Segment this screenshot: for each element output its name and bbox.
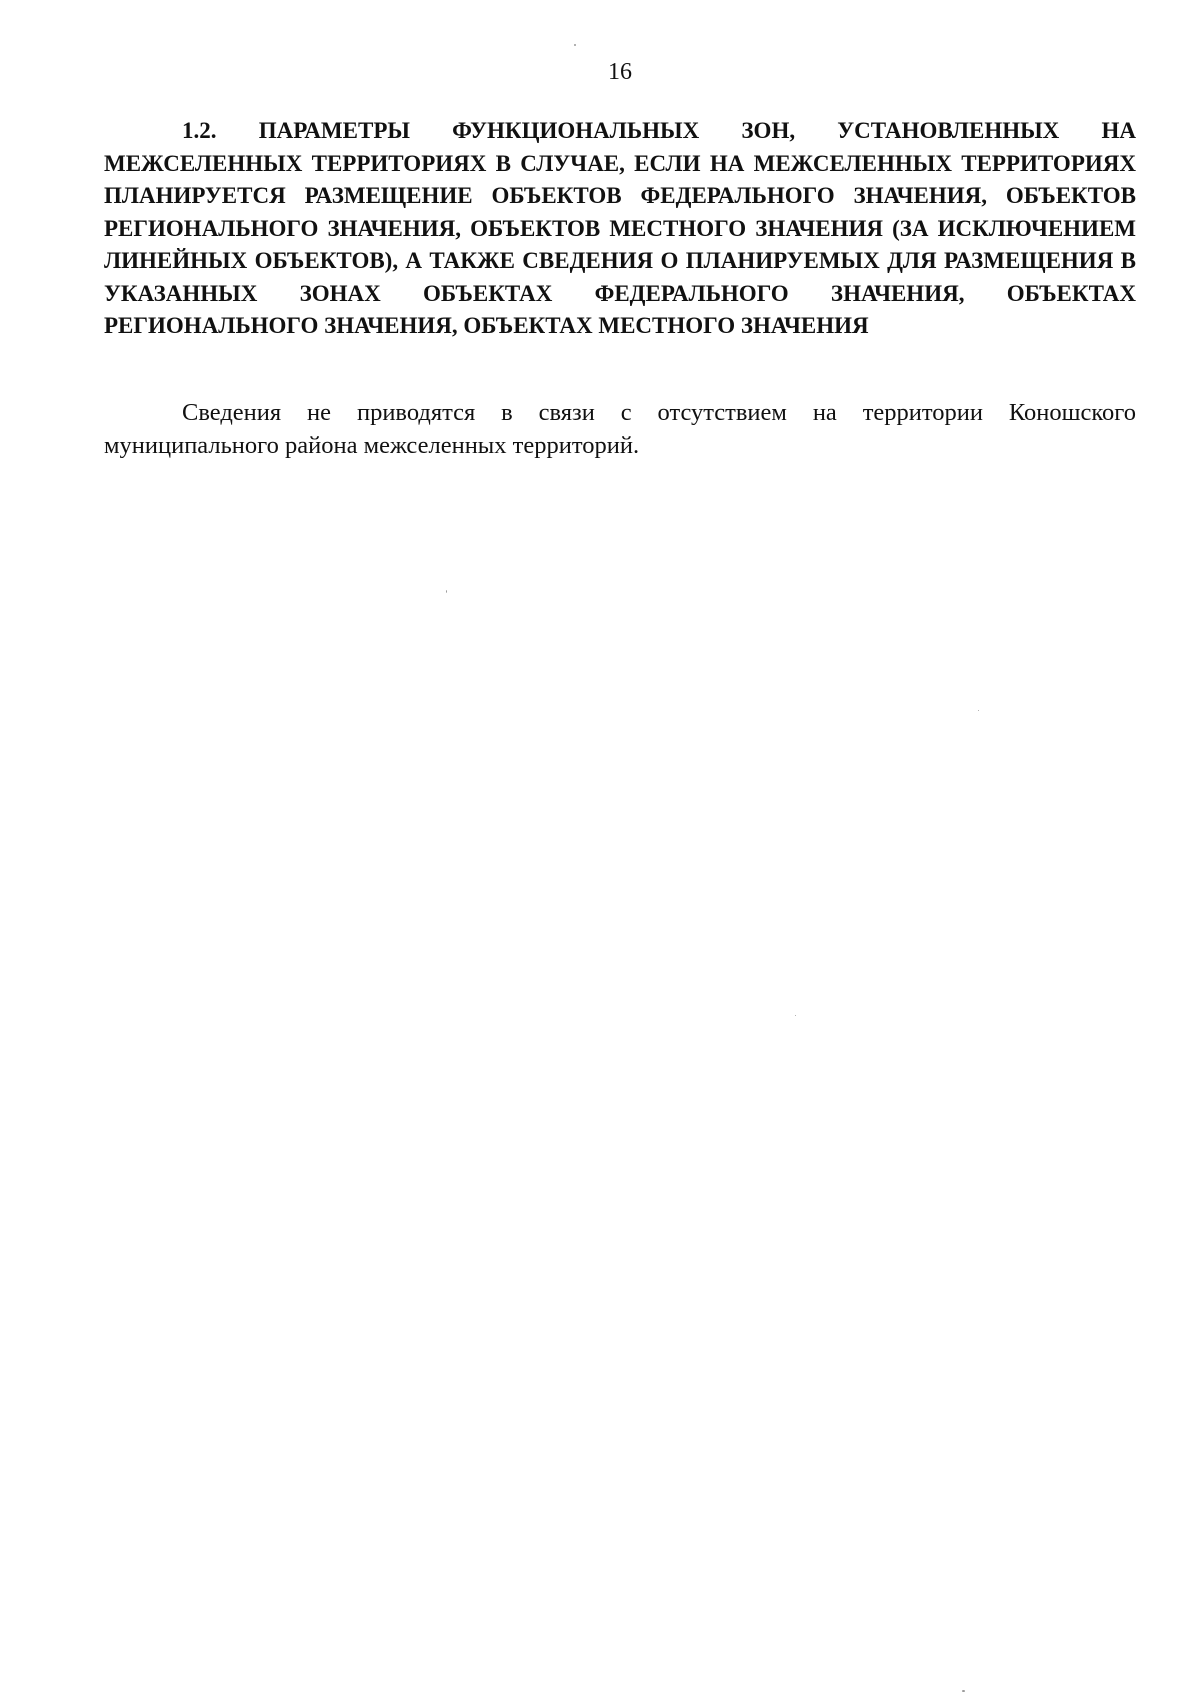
body-paragraph: Сведения не приводятся в связи с отсутствием на территории Коношского муниципального района межселенных территорий. bbox=[104, 399, 1136, 459]
scan-speck bbox=[446, 590, 447, 593]
scan-speck bbox=[574, 44, 576, 46]
scan-speck bbox=[795, 1015, 796, 1016]
scan-speck bbox=[978, 710, 979, 711]
section-heading: 1.2. ПАРАМЕТРЫ ФУНКЦИОНАЛЬНЫХ ЗОН, УСТАНОВЛЕННЫХ НА МЕЖСЕЛЕННЫХ ТЕРРИТОРИЯХ В СЛУЧАЕ, ЕСЛИ НА МЕЖСЕЛЕННЫХ ТЕРРИТОРИЯХ ПЛАНИРУЕТСЯ РАЗМЕЩЕНИЕ ОБЪЕКТОВ ФЕДЕРАЛЬНОГО ЗНАЧЕНИЯ, ОБЪЕКТОВ РЕГИОНАЛЬНОГО ЗНАЧЕНИЯ, ОБЪЕКТОВ МЕСТНОГО ЗНАЧЕНИЯ (ЗА ИСКЛЮЧЕНИЕМ ЛИНЕЙНЫХ ОБЪЕКТОВ), А ТАКЖЕ СВЕДЕНИЯ О ПЛАНИРУЕМЫХ ДЛЯ РАЗМЕЩЕНИЯ В УКАЗАННЫХ ЗОНАХ ОБЪЕКТАХ ФЕДЕРАЛЬНОГО ЗНАЧЕНИЯ, ОБЪЕКТАХ РЕГИОНАЛЬНОГО ЗНАЧЕНИЯ, ОБЪЕКТАХ МЕСТНОГО ЗНАЧЕНИЯ bbox=[104, 118, 1136, 338]
scan-speck bbox=[962, 1690, 965, 1692]
page-number: 16 bbox=[608, 59, 632, 85]
